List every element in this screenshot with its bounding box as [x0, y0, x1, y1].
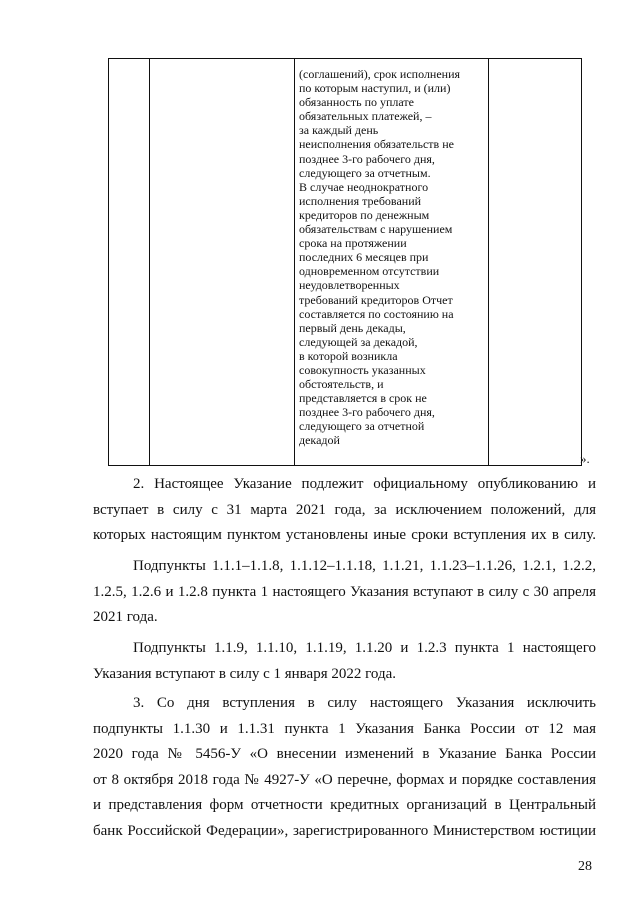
paragraph-line: 1.2.5, 1.2.6 и 1.2.8 пункта 1 настоящего Указания вступают в силу с 30 апреля — [93, 583, 596, 600]
cell-line: неисполнения обязательств не — [299, 137, 454, 152]
paragraph-line: вступает в силу с 31 марта 2021 года, за исключением положений, для — [93, 501, 596, 518]
paragraph-line: банк Российской Федерации», зарегистрированного Министерством юстиции — [93, 822, 596, 839]
cell-line: представляется в срок не — [299, 391, 427, 406]
cell-line: срока на протяжении — [299, 236, 407, 251]
cell-line: последних 6 месяцев при — [299, 250, 429, 265]
cell-line: позднее 3-го рабочего дня, — [299, 151, 435, 166]
cell-line: совокупность указанных — [299, 362, 426, 377]
table-cell-form — [150, 59, 295, 466]
page-number: 28 — [578, 859, 592, 874]
cell-line: (соглашений), срок исполнения — [299, 67, 461, 81]
paragraph-effective-date — [93, 472, 596, 549]
cell-line: обязательствам с нарушением — [299, 222, 453, 237]
cell-line: неудовлетворенных — [299, 278, 400, 293]
cell-line: кредиторов по денежным — [299, 207, 430, 222]
cell-line: по которым наступил, и (или) — [299, 81, 451, 96]
paragraph-line: от 8 октября 2018 года № 4927-У «О перечне, формах и порядке составления — [93, 771, 596, 788]
table-cell-number — [109, 59, 150, 466]
requirements-table — [108, 58, 582, 466]
cell-line: следующего за отчетным. — [299, 165, 431, 180]
paragraph-subitems-january — [93, 636, 596, 687]
table-row — [109, 59, 582, 466]
cell-line: за каждый день — [299, 123, 379, 138]
paragraph-line: которых настоящим пунктом установлены иные сроки вступления их в силу. — [93, 527, 596, 543]
paragraph-line: 2021 года. — [93, 609, 158, 625]
cell-line: В случае неоднократного — [299, 179, 429, 194]
table-cell-comment — [489, 59, 582, 466]
paragraph-line: Указания вступают в силу с 1 января 2022 года. — [93, 665, 396, 682]
paragraph-line: 2. Настоящее Указание подлежит официальному опубликованию и — [133, 476, 596, 492]
paragraph-line: 3. Со дня вступления в силу настоящего Указания исключить — [133, 695, 596, 711]
cell-line: обстоятельств, и — [299, 377, 384, 392]
cell-line: первый день декады, — [299, 320, 406, 335]
closing-quote: ». — [580, 451, 590, 466]
cell-line: в которой возникла — [299, 348, 398, 363]
cell-line: составляется по состоянию на — [299, 306, 454, 321]
paragraph-line: 2020 года № 5456-У «О внесении изменений в Указание Банка России — [93, 746, 596, 762]
paragraph-exclusion — [93, 691, 596, 844]
paragraph-line: Подпункты 1.1.9, 1.1.10, 1.1.19, 1.1.20 и 1.2.3 пункта 1 настоящего — [133, 640, 596, 656]
cell-line: исполнения требований — [299, 193, 422, 208]
cell-line: обязанность по уплате — [299, 95, 414, 110]
paragraph-line: и представления форм отчетности кредитных организаций в Центральный — [93, 797, 596, 813]
cell-line: одновременном отсутствии — [299, 264, 440, 279]
cell-line: декадой — [299, 433, 340, 448]
cell-line: следующего за отчетной — [299, 419, 425, 434]
paragraph-subitems-april — [93, 554, 596, 631]
cell-line: обязательных платежей, – — [299, 109, 432, 124]
cell-line: позднее 3-го рабочего дня, — [299, 405, 435, 420]
cell-line: следующей за декадой, — [299, 334, 418, 349]
paragraph-line: подпункты 1.1.30 и 1.1.31 пункта 1 Указания Банка России от 12 мая — [93, 720, 596, 737]
paragraph-line: Подпункты 1.1.1–1.1.8, 1.1.12–1.1.18, 1.1.21, 1.1.23–1.1.26, 1.2.1, 1.2.2, — [133, 558, 596, 574]
cell-line: требований кредиторов Отчет — [299, 292, 453, 307]
table-cell-deadline — [295, 59, 489, 466]
deadline-text — [295, 59, 488, 448]
